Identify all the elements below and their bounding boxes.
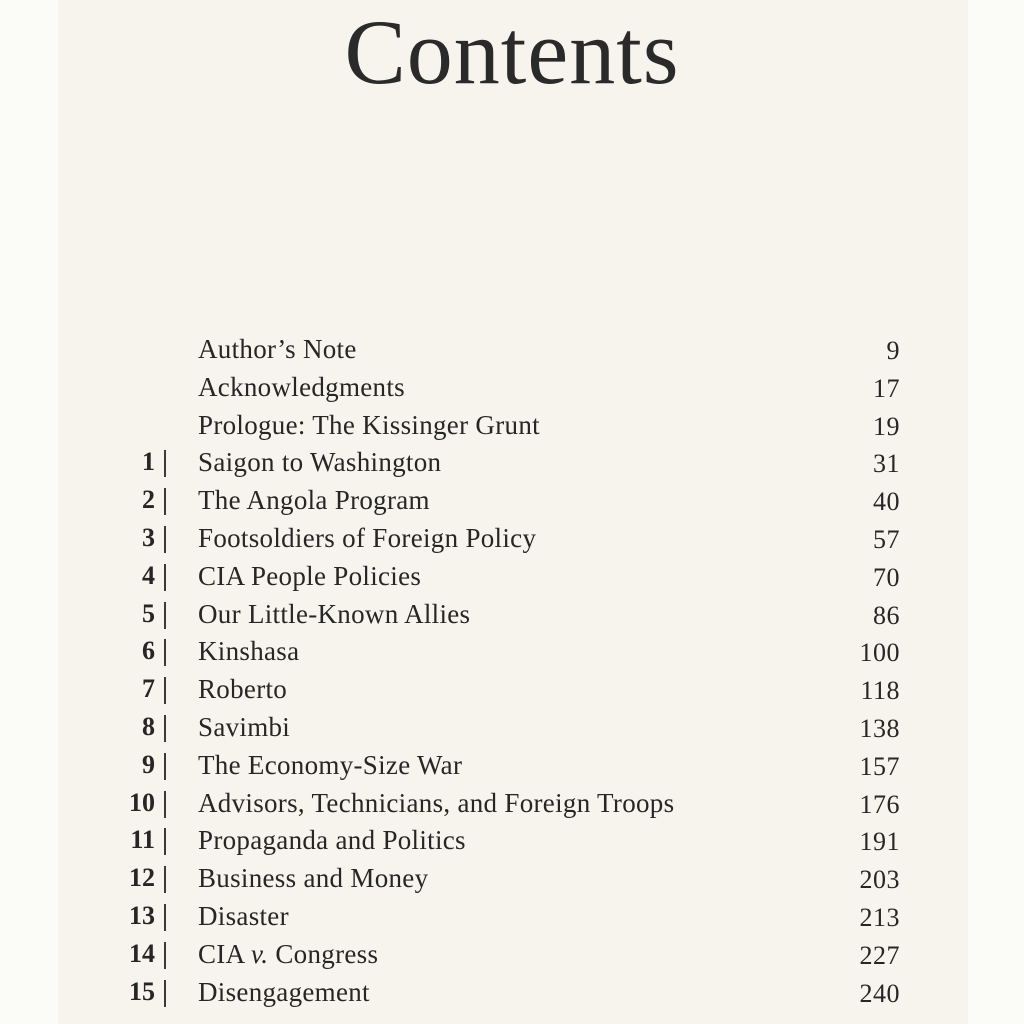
- chapter-page: 40: [873, 487, 900, 517]
- toc-chapter: [0, 898, 1024, 936]
- chapter-page: 31: [873, 449, 900, 479]
- chapter-title: Kinshasa: [198, 636, 300, 667]
- toc-chapter: [0, 785, 1024, 823]
- chapter-title-italic-part: v.: [250, 938, 269, 969]
- toc-chapter: [0, 520, 1024, 558]
- toc-entry: [0, 369, 1024, 407]
- chapter-page: 191: [859, 827, 900, 857]
- chapter-page: 203: [859, 865, 900, 895]
- toc-chapter: [0, 633, 1024, 671]
- chapter-number: 13: [129, 900, 155, 930]
- chapter-title: Savimbi: [198, 711, 291, 742]
- chapter-title: Advisors, Technicians, and Foreign Troops: [198, 787, 675, 818]
- chapter-page: 118: [860, 676, 900, 706]
- toc-entry-page: 17: [873, 373, 900, 403]
- chapter-number: 8: [142, 711, 155, 741]
- chapter-divider: [164, 753, 166, 780]
- chapter-number: 1: [142, 447, 155, 477]
- toc-chapter: [0, 822, 1024, 860]
- chapter-number: 11: [130, 825, 155, 855]
- chapter-number: 9: [142, 749, 155, 779]
- chapter-page: 227: [859, 940, 900, 970]
- chapter-title: The Angola Program: [198, 485, 430, 516]
- chapter-title: CIA People Policies: [198, 560, 422, 591]
- chapter-number: 10: [129, 787, 155, 817]
- chapter-number: 12: [129, 863, 155, 893]
- chapter-title: Saigon to Washington: [198, 447, 442, 478]
- chapter-divider: [164, 450, 166, 477]
- chapter-page: 240: [859, 978, 900, 1008]
- page-title: Contents: [344, 1, 680, 103]
- chapter-page: 70: [873, 562, 900, 592]
- table-of-contents: [0, 331, 1024, 1011]
- chapter-page: 176: [859, 789, 900, 819]
- chapter-number: 3: [142, 522, 155, 552]
- chapter-divider: [164, 791, 166, 818]
- chapter-divider: [164, 639, 166, 666]
- chapter-page: 57: [873, 524, 900, 554]
- chapter-title: Disengagement: [198, 976, 370, 1007]
- toc-chapter: [0, 482, 1024, 520]
- chapter-number: 15: [129, 976, 155, 1006]
- toc-chapter: [0, 747, 1024, 785]
- toc-chapter: [0, 936, 1024, 974]
- toc-entry-label: Author’s Note: [198, 334, 357, 364]
- chapter-divider: [164, 602, 166, 629]
- chapter-title: Propaganda and Politics: [198, 825, 466, 856]
- chapter-divider: [164, 564, 166, 591]
- toc-chapter: [0, 974, 1024, 1012]
- chapter-title: Business and Money: [198, 863, 429, 894]
- chapter-title: [198, 938, 378, 970]
- chapter-divider: [164, 488, 166, 515]
- toc-chapter: [0, 709, 1024, 747]
- toc-entry-page: 9: [886, 336, 900, 365]
- toc-entry: [0, 407, 1024, 445]
- toc-entry-label: Acknowledgments: [198, 371, 405, 402]
- chapter-divider: [164, 942, 166, 969]
- chapter-title: Our Little-Known Allies: [198, 598, 471, 629]
- toc-chapter: [0, 444, 1024, 482]
- toc-chapter: [0, 558, 1024, 596]
- chapter-number: 4: [142, 560, 155, 590]
- chapter-title: The Economy-Size War: [198, 749, 463, 780]
- chapter-divider: [164, 980, 166, 1007]
- chapter-divider: [164, 715, 166, 742]
- toc-entry: [0, 331, 1024, 369]
- chapter-number: 5: [142, 598, 155, 628]
- chapter-number: 2: [142, 485, 155, 515]
- chapter-page: 157: [859, 751, 900, 781]
- chapter-number: 14: [129, 938, 155, 968]
- chapter-number: 7: [142, 674, 155, 704]
- chapter-page: 100: [859, 638, 900, 668]
- chapter-divider: [164, 526, 166, 553]
- chapter-number: 6: [142, 636, 155, 666]
- chapter-divider: [164, 677, 166, 704]
- toc-chapter: [0, 860, 1024, 898]
- chapter-title-part: CIA: [198, 938, 251, 969]
- chapter-title: Roberto: [198, 674, 288, 705]
- toc-entry-page: 19: [873, 411, 900, 441]
- chapter-divider: [164, 828, 166, 855]
- chapter-title: Footsoldiers of Foreign Policy: [198, 522, 537, 553]
- chapter-divider: [164, 866, 166, 893]
- toc-chapter: [0, 671, 1024, 709]
- chapter-title-part: Congress: [268, 938, 379, 969]
- chapter-page: 86: [873, 600, 900, 630]
- chapter-page: 138: [859, 713, 900, 743]
- chapter-title: Disaster: [198, 900, 289, 931]
- toc-entry-label: Prologue: The Kissinger Grunt: [198, 409, 540, 440]
- chapter-page: 213: [859, 902, 900, 932]
- chapter-divider: [164, 904, 166, 931]
- toc-chapter: [0, 596, 1024, 634]
